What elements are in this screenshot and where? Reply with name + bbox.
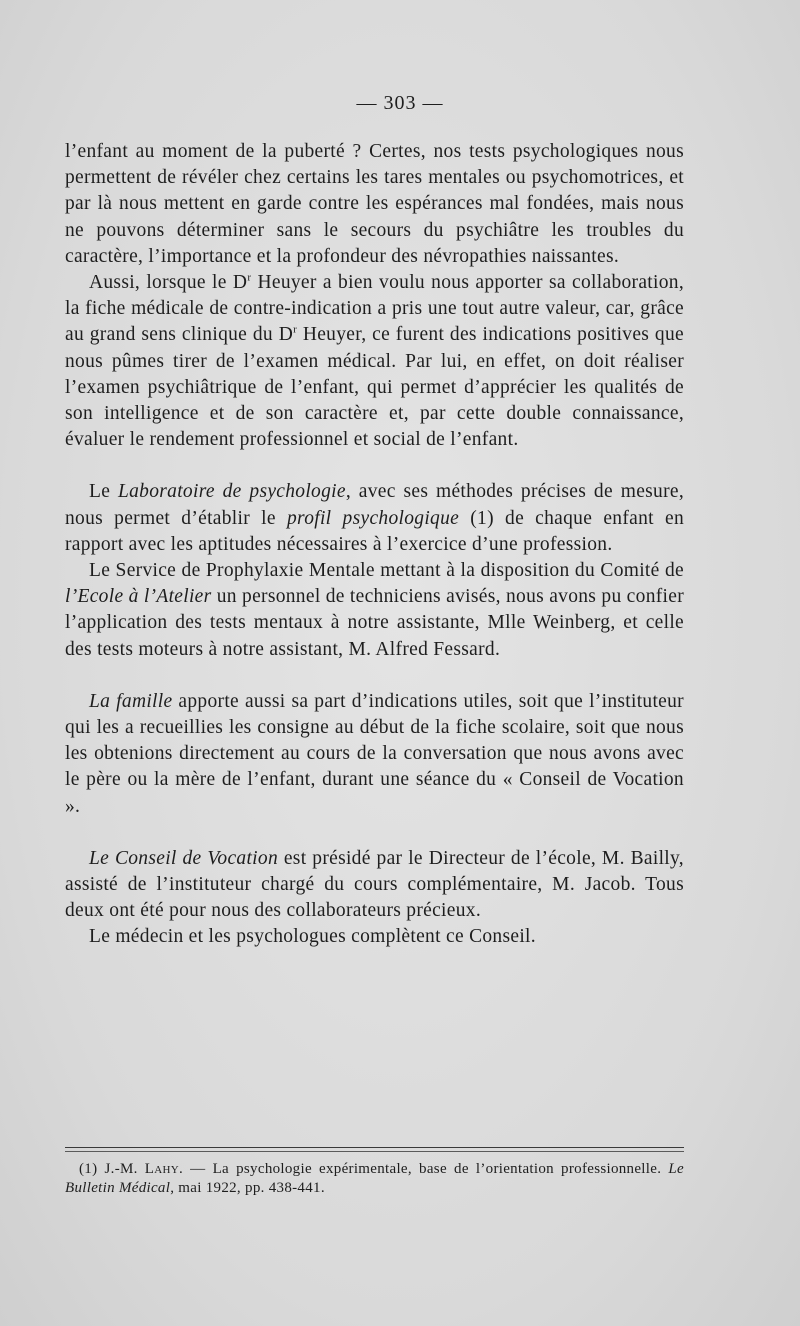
footnote	[65, 1160, 684, 1198]
superscript-r: r	[247, 271, 252, 284]
paragraph-7: Le médecin et les psychologues complètent ce Conseil.	[89, 926, 536, 948]
paragraph-4-part-a: Le Service de Prophylaxie Mentale mettant à la disposition du Comité de	[89, 560, 684, 582]
vocation-council-term: Le Conseil de Vocation	[89, 847, 278, 869]
paragraph-6-part-b: est présidé par le Directeur de l’école, M. Bailly, assisté de l’instituteur chargé du cours complémentaire, M. Jacob. Tous deux ont été pour nous des collaborateurs précieux.	[65, 847, 684, 922]
paragraph-3	[65, 479, 684, 558]
footnote-divider-secondary	[65, 1151, 684, 1152]
footnote-author: Lahy	[144, 1161, 179, 1177]
laboratory-title: Laboratoire de psychologie	[117, 481, 346, 503]
paragraph-2-part-b: Heuyer a bien voulu nous apporter sa collaboration, la fiche médicale de contre-indication a pris une tout autre valeur, car, grâce au grand sens clinique du D	[65, 272, 685, 346]
paragraph-4	[65, 558, 684, 663]
paragraph-5	[65, 689, 684, 820]
paragraph-3-part-c: (1) de chaque enfant en rapport avec les aptitudes nécessaires à l’exercice d’une profession.	[65, 507, 684, 555]
page-number: — 303 —	[356, 92, 444, 114]
school-workshop-title: l’Ecole à l’Atelier	[65, 586, 212, 608]
family-term: La famille	[89, 690, 173, 712]
footnote-text-a: . — La psychologie expérimentale, base de l’orientation professionnelle.	[179, 1161, 669, 1177]
paragraph-2-part-c: Heuyer, ce furent des indications positives que nous pûmes tirer de l’examen médical. Par lui, en effet, on doit réaliser l’examen psychiâtrique de l’enfant, qui permet d’apprécier les qualités de son intelligence et de son caractère et, par cette double connaissance, évaluer le rendement professionnel et social de l’enfant.	[65, 324, 684, 451]
footnote-divider	[65, 1147, 684, 1148]
paragraph-3-part-a: Le	[89, 481, 118, 503]
paragraph-4-part-b: un personnel de techniciens avisés, nous avons pu confier l’application des tests mentaux à notre assistante, Mlle Weinberg, et celle des tests moteurs à notre assistant, M. Alfred Fessard.	[65, 586, 685, 660]
superscript-r: r	[293, 323, 298, 336]
paragraph-5-part-b: apporte aussi sa part d’indications utiles, soit que l’instituteur qui les a recueillies les consigne au début de la fiche scolaire, soit que nous les obtenions directement au cours de la conversation que nous avons avec le père ou la mère de l’enfant, durant une séance du « Conseil de Vocation ».	[65, 690, 684, 817]
footnote-marker: (1) J.-M.	[79, 1161, 145, 1177]
profile-term: profil psychologique	[286, 507, 460, 529]
footnote-text-b: , mai 1922, pp. 438-441.	[170, 1180, 325, 1196]
paragraph-6	[65, 846, 684, 925]
paragraph-1: l’enfant au moment de la puberté ? Certes, nos tests psychologiques nous permettent de révéler chez certains les tares mentales ou psychomotrices, et par là nous mettent en garde contre les espérances mal fondées, mais nous ne pouvons déterminer sans le secours du psychiâtre les troubles du caractère, l’importance et la profondeur des névropathies naissantes.	[65, 141, 684, 267]
paragraph-2-part-a: Aussi, lorsque le D	[89, 272, 248, 294]
paragraph-2	[65, 270, 684, 453]
body-text	[65, 139, 684, 951]
footnote-journal: Le Bulletin Médical	[65, 1161, 684, 1196]
paragraph-3-part-b: , avec ses méthodes précises de mesure, nous permet d’établir le	[65, 481, 685, 529]
